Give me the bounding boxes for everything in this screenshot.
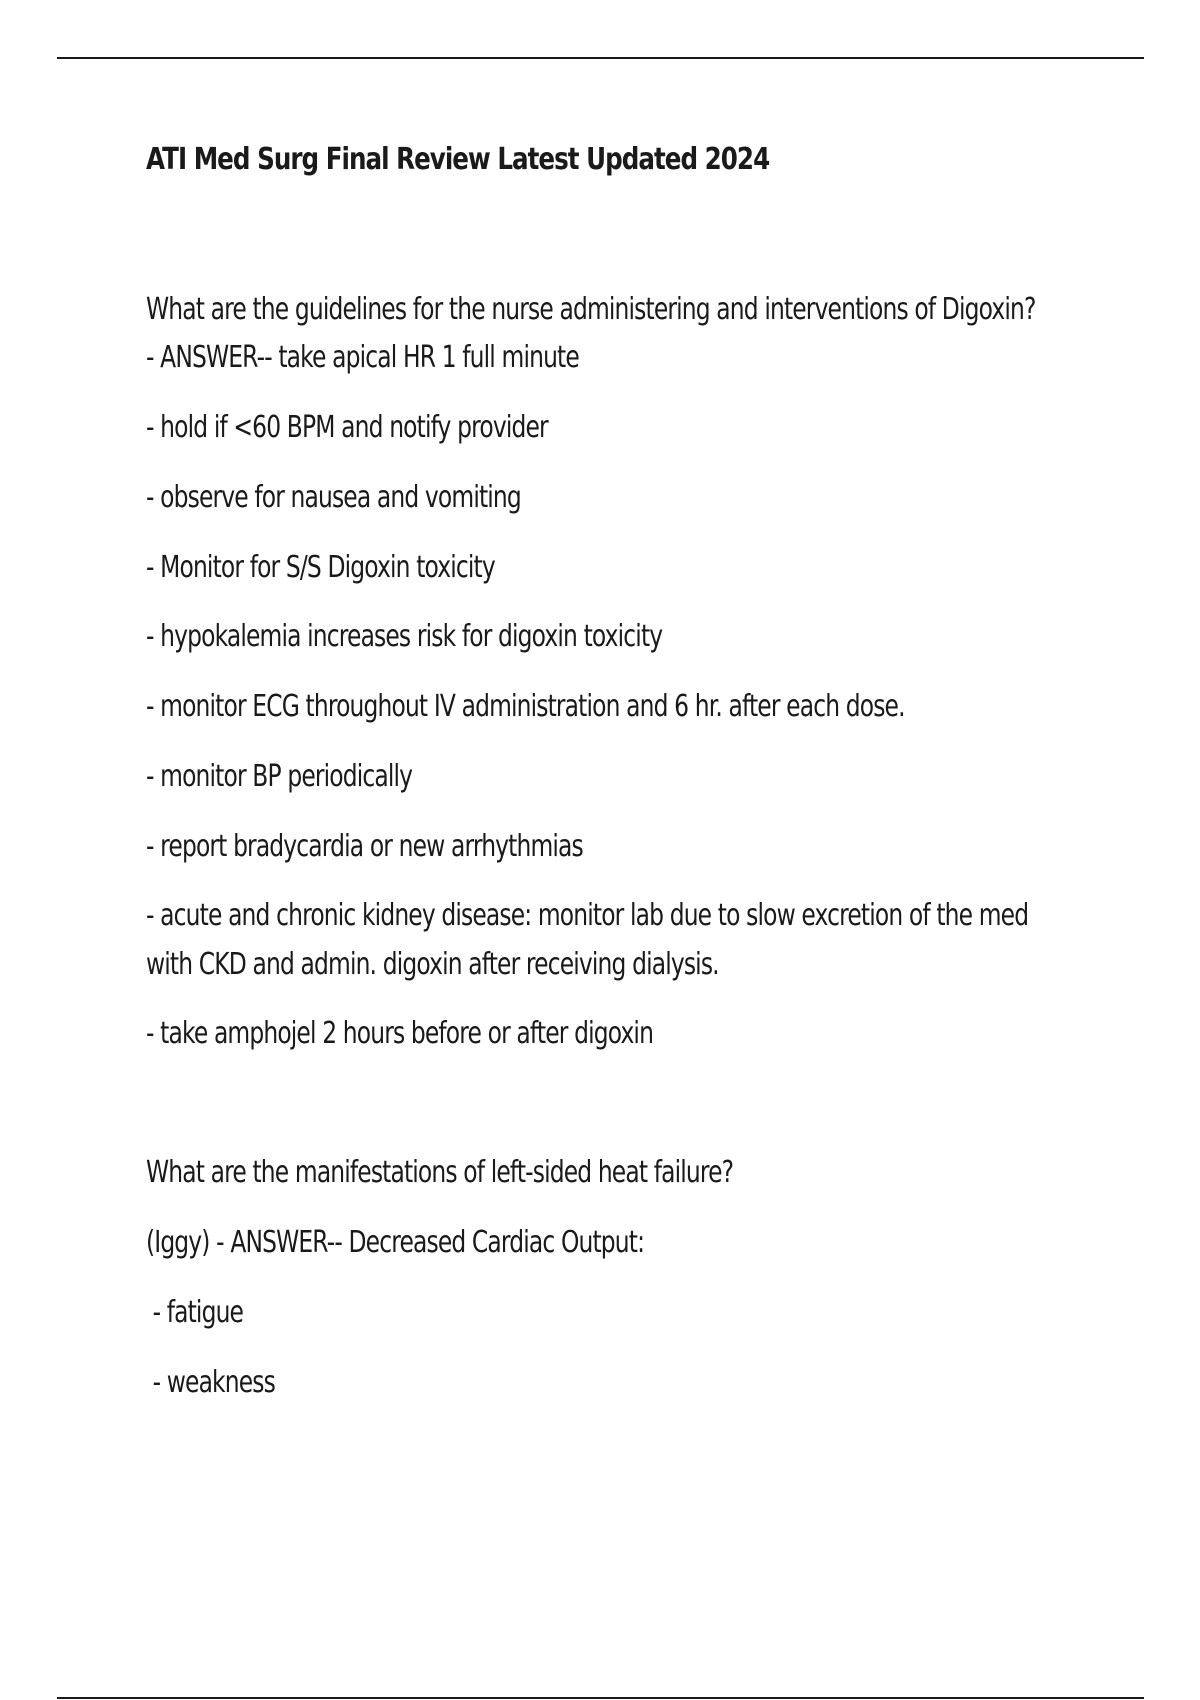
question-left-sided-heart-failure: What are the manifestations of left-sided heat failure? bbox=[146, 1155, 734, 1190]
answer-line: - report bradycardia or new arrhythmias bbox=[146, 829, 583, 864]
answer-line: - monitor BP periodically bbox=[146, 759, 413, 794]
answer-line: - fatigue bbox=[146, 1295, 244, 1330]
answer-line: - hypokalemia increases risk for digoxin toxicity bbox=[146, 619, 663, 654]
bottom-divider bbox=[57, 1697, 1144, 1699]
answer-line: - Monitor for S/S Digoxin toxicity bbox=[146, 550, 495, 585]
answer-line: - take amphojel 2 hours before or after digoxin bbox=[146, 1016, 654, 1051]
answer-line: - weakness bbox=[146, 1365, 275, 1400]
answer-line: - ANSWER-- take apical HR 1 full minute bbox=[146, 340, 579, 375]
answer-line: - hold if <60 BPM and notify provider bbox=[146, 410, 548, 445]
answer-line: - observe for nausea and vomiting bbox=[146, 480, 521, 515]
document-title: ATI Med Surg Final Review Latest Updated 2024 bbox=[146, 142, 770, 177]
answer-line: with CKD and admin. digoxin after receiving dialysis. bbox=[146, 947, 719, 982]
answer-line: - acute and chronic kidney disease: monitor lab due to slow excretion of the med bbox=[146, 898, 1029, 933]
question-digoxin-guidelines: What are the guidelines for the nurse administering and interventions of Digoxin? bbox=[146, 292, 1036, 327]
answer-line: - monitor ECG throughout IV administration and 6 hr. after each dose. bbox=[146, 689, 905, 724]
top-divider bbox=[57, 57, 1144, 59]
answer-line: (Iggy) - ANSWER-- Decreased Cardiac Output: bbox=[146, 1225, 645, 1260]
